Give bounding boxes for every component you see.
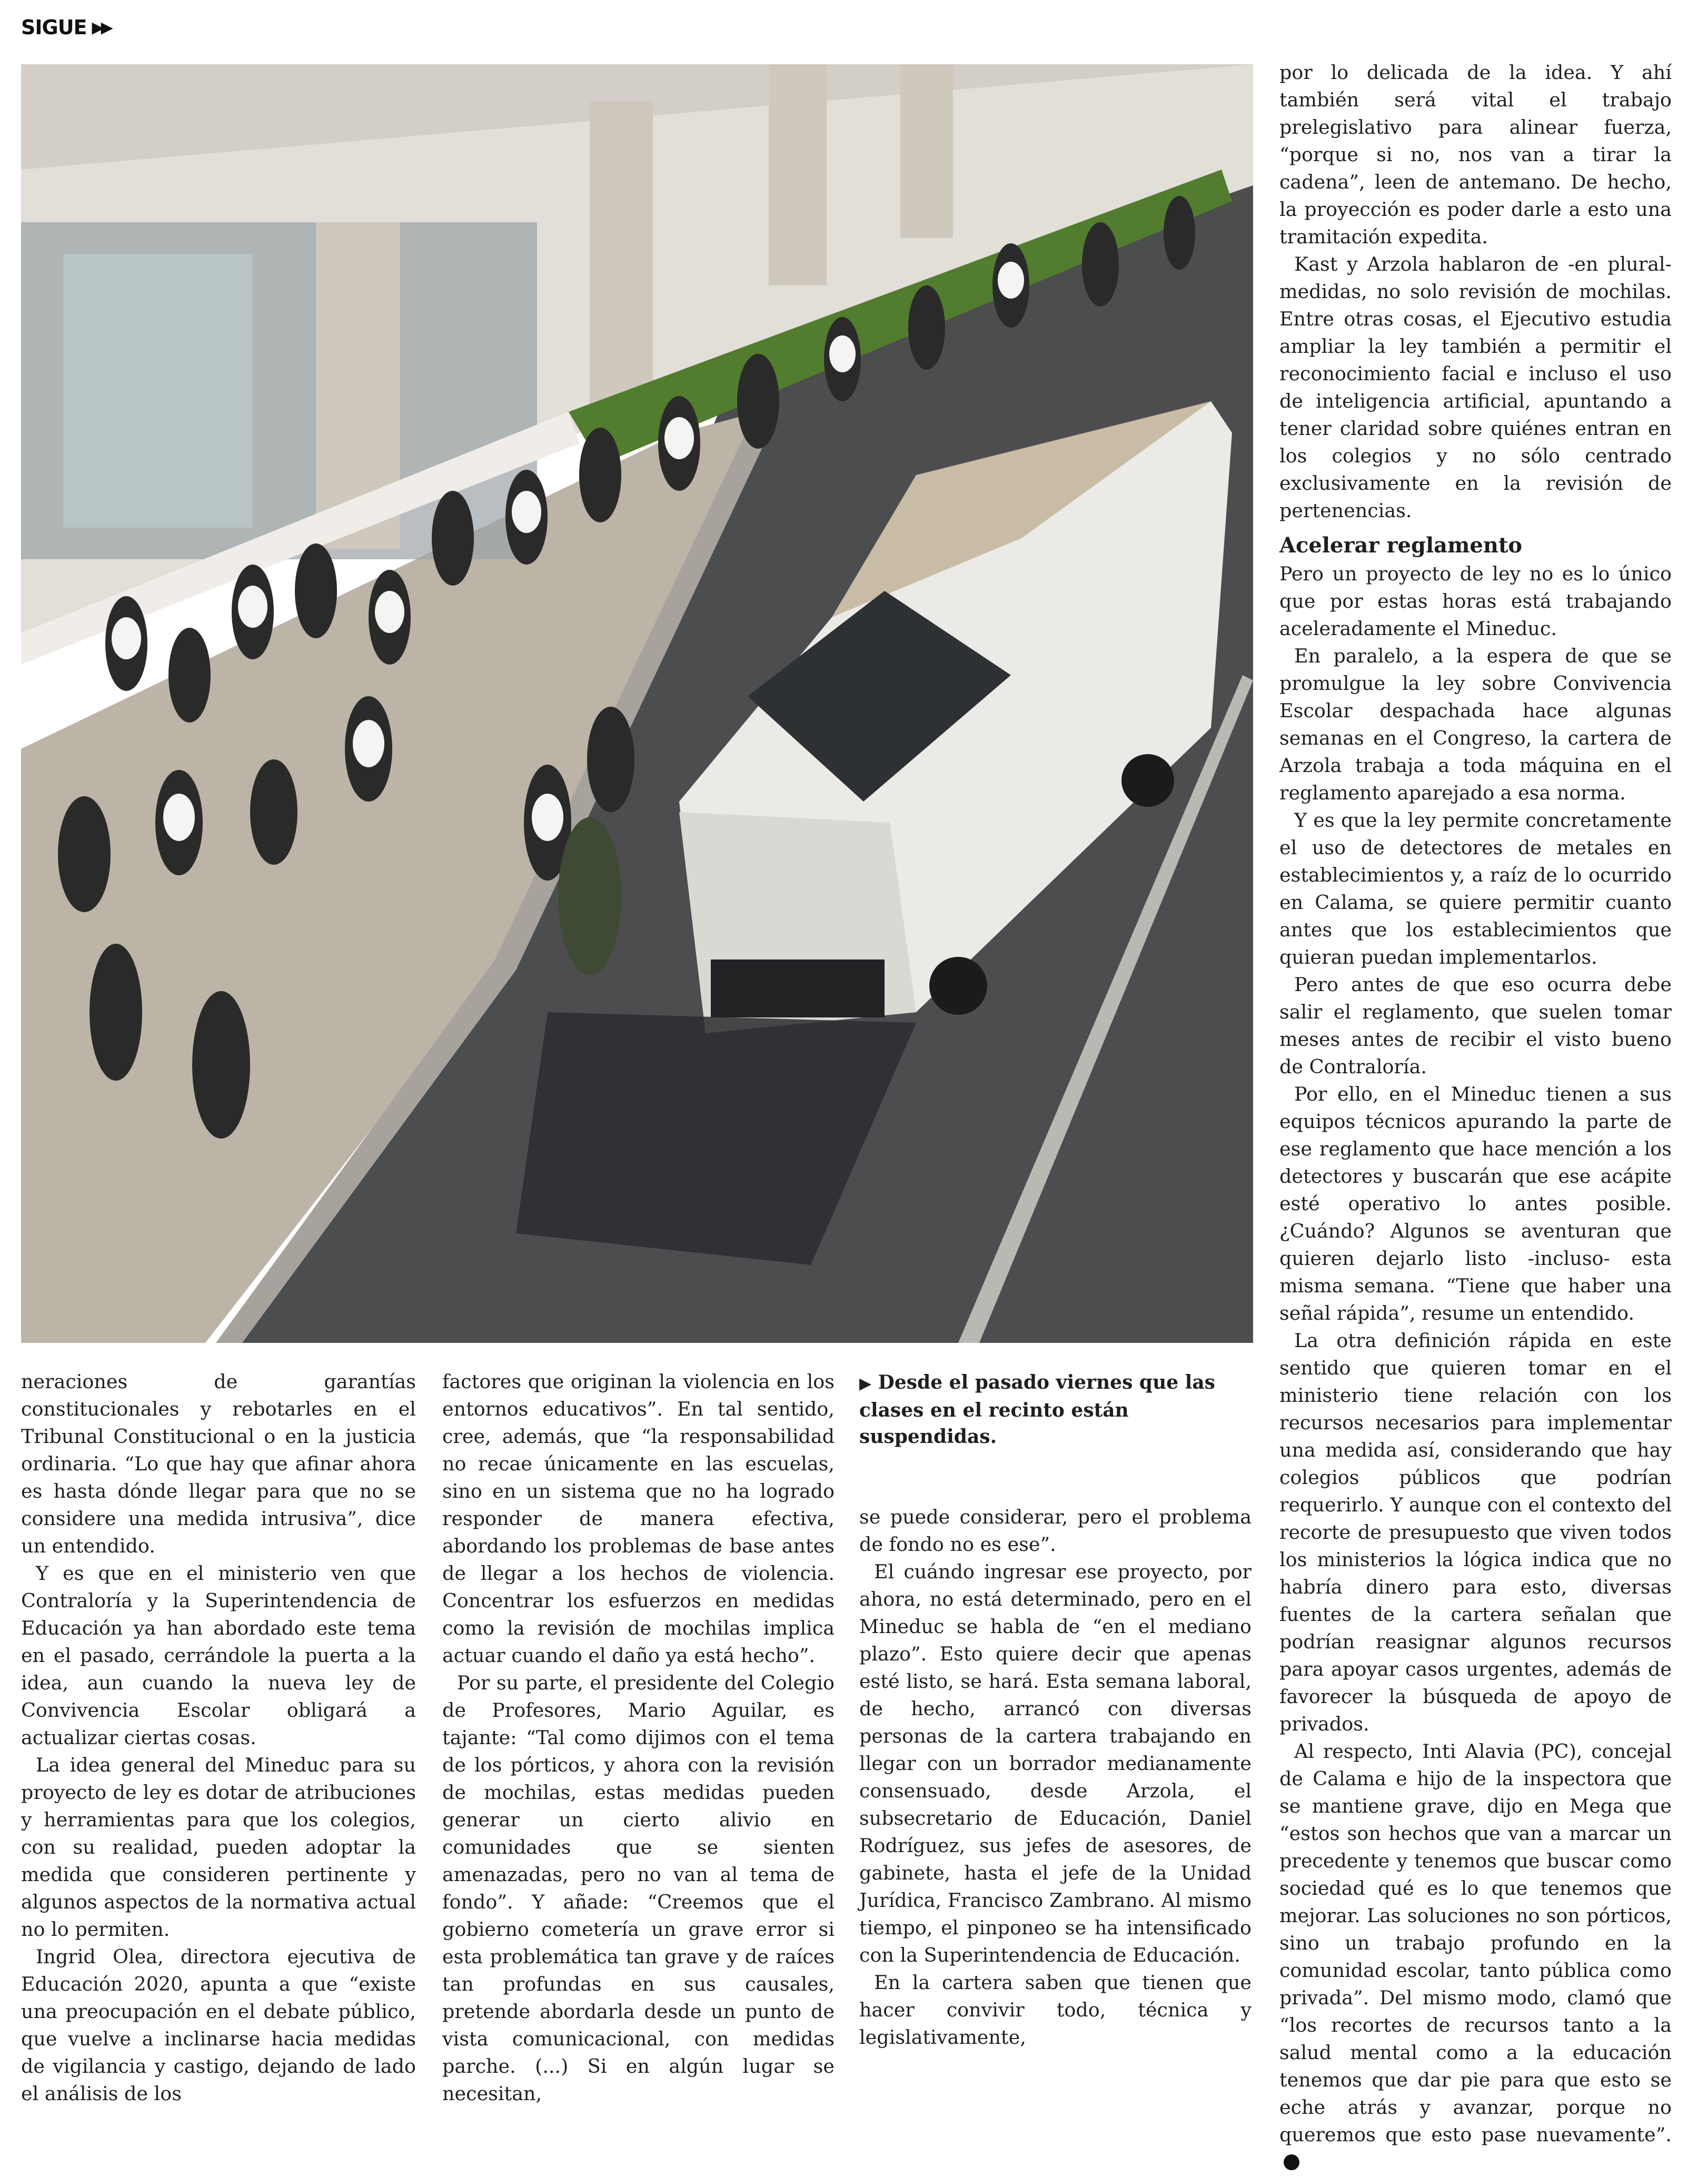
article-paragraph: Y es que en el ministerio ven que Contraloría y la Superintendencia de Educación ya han abordado este tema en el pasado, cerrándole la puerta a la idea, aun cuando la nueva ley de Convivencia Escolar obligará a actualizar ciertas cosas.: [21, 1562, 416, 1749]
article-paragraph: Pero antes de que eso ocurra debe salir el reglamento, que suelen tomar meses antes de recibir el visto bueno de Contraloría.: [1279, 973, 1672, 1078]
article-paragraph: El cuándo ingresar ese proyecto, por ahora, no está determinado, pero en el Mineduc se habla de “en el mediano plazo”. Esto quiere decir que apenas esté listo, se hará. Esta semana laboral, de hecho, arrancó con diversas personas de la cartera trabajando en llegar con un borrador medianamente consensuado, desde Arzola, el subsecretario de Educación, Daniel Rodríguez, sus jefes de asesores, de gabinete, hasta el jefe de la Unidad Jurídica, Francisco Zambrano. Al mismo tiempo, el pinponeo se ha intensificado con la Superintendencia de Educación.: [859, 1560, 1252, 1966]
article-paragraph: La otra definición rápida en este sentido que quieren tomar en el ministerio tiene relación con los recursos necesarios para implementar una medida así, considerando que hay colegios públicos que podrían requerirlo. Y aunque con el contexto del recorte de presupuesto que viven todos los ministerios la lógica indica que no habría dinero para esto, diversas fuentes de la cartera señalan que podrían reasignar algunos recursos para apoyar casos urgentes, además de favorecer la búsqueda de apoyo de privados.: [1279, 1329, 1672, 1735]
subheading: Acelerar reglamento: [1279, 533, 1523, 558]
news-photo: [21, 64, 1253, 1343]
photo-illustration: [21, 64, 1253, 1343]
article-paragraph: Por su parte, el presidente del Colegio de Profesores, Mario Aguilar, es tajante: “Tal como dijimos con el tema de los pórticos, y ahora con la revisión de mochilas, estas medidas pueden generar un cierto alivio en comunidades que se sienten amenazadas, pero no van al tema de fondo”. Y añade: “Creemos que el gobierno cometería un grave error si esta problemática tan grave y de raíces tan profundas en sus causales, pretende abordarla desde un punto de vista comunicacional, con medidas parche. (...) Si en algún lugar se necesitan,: [442, 1671, 835, 2105]
section-continuation-tag: [21, 16, 110, 39]
article-paragraph: Ingrid Olea, directora ejecutiva de Educación 2020, apunta a que “existe una preocupación en el debate público, que vuelve a inclinarse hacia medidas de vigilancia y castigo, dejando de lado el análisis de los: [21, 1945, 416, 2105]
end-of-article-icon: [1284, 2154, 1299, 2170]
article-paragraph: La idea general del Mineduc para su proyecto de ley es dotar de atribuciones y herramientas para que los colegios, con su realidad, pueden adoptar la medida que consideren pertinente y algunos aspectos de la normativa actual no lo permiten.: [21, 1754, 416, 1941]
article-column-4: [1279, 59, 1672, 2176]
article-column-1: [21, 1368, 416, 2108]
article-column-3: [859, 1504, 1252, 2051]
police-officer: [558, 817, 621, 975]
article-column-2: [442, 1368, 835, 2108]
article-paragraph: Por ello, en el Mineduc tienen a sus equipos técnicos apurando la parte de ese reglamento que hace mención a los detectores y buscarán que ese acápite esté operativo lo antes posible. ¿Cuándo? Algunos se aventuran que quieren dejarlo listo -incluso- esta misma semana. “Tiene que haber una señal rápida”, resume un entendido.: [1279, 1083, 1672, 1324]
article-paragraph: factores que originan la violencia en los entornos educativos”. En tal sentido, cree, además, que “la responsabilidad no recae únicamente en las escuelas, sino en un sistema que no ha logrado responder de manera efectiva, abordando los problemas de base antes de llegar a los hechos de violencia. Concentrar los esfuerzos en medidas como la revisión de mochilas implica actuar cuando el daño ya está hecho”.: [442, 1370, 835, 1667]
article-paragraph: Kast y Arzola hablaron de -en plural- medidas, no solo revisión de mochilas. Entre otras cosas, el Ejecutivo estudia ampliar la ley también a permitir el reconocimiento facial e incluso el uso de inteligencia artificial, apuntando a tener claridad sobre quiénes entran en los colegios y no sólo centrado exclusivamente en la revisión de pertenencias.: [1279, 253, 1672, 522]
article-paragraph: Pero un proyecto de ley no es lo único que por estas horas está trabajando aceleradamente el Mineduc.: [1279, 562, 1672, 640]
photo-caption: [859, 1369, 1248, 1450]
article-paragraph: neraciones de garantías constitucionales y rebotarles en el Tribunal Constitucional o en la justicia ordinaria. “Lo que hay que afinar ahora es hasta dónde llegar para que no se considere una medida intrusiva”, dice un entendido.: [21, 1370, 416, 1557]
building-column: [769, 64, 827, 285]
caption-arrow-icon: ▶: [859, 1374, 872, 1393]
double-arrow-icon: ▶▶: [92, 18, 110, 37]
article-paragraph: se puede considerar, pero el problema de fondo no es ese”.: [859, 1506, 1252, 1556]
article-paragraph: Y es que la ley permite concretamente el uso de detectores de metales en establecimientos y, a raíz de lo ocurrido en Calama, se quiere permitir cuanto antes que los establecimientos que quieran puedan implementarlos.: [1279, 809, 1672, 968]
sigue-label: SIGUE: [21, 16, 87, 39]
article-final-paragraph: [1279, 1738, 1672, 2176]
article-paragraph: En la cartera saben que tienen que hacer convivir todo, técnica y legislativamente,: [859, 1971, 1252, 2049]
building-column: [590, 101, 653, 417]
article-paragraph: Al respecto, Inti Alavia (PC), concejal de Calama e hijo de la inspectora que se mantiene grave, dijo en Mega que “estos son hechos que van a marcar un precedente y tenemos que buscar como sociedad qué es lo que tenemos que mejorar. Las soluciones no son pórticos, sino un trabajo profundo en la comunidad escolar, tanto pública como privada”. Del mismo modo, clamó que “los recortes de recursos tanto a la salud mental como a la educación tenemos que dar pie para que esto se eche atrás y avanzar, porque no queremos que esto pase nuevamente”.: [1279, 1740, 1672, 2146]
building-column: [900, 64, 953, 238]
article-paragraph: En paralelo, a la espera de que se promulgue la ley sobre Convivencia Escolar despachada hace algunas semanas en el Congreso, la cartera de Arzola trabaja a toda máquina en el reglamento aparejado a esa norma.: [1279, 645, 1672, 804]
caption-text: Desde el pasado viernes que las clases en el recinto están suspendidas.: [859, 1371, 1215, 1448]
window-mural: [63, 254, 253, 528]
article-paragraph: por lo delicada de la idea. Y ahí también será vital el trabajo prelegislativo para alinear fuerza, “porque si no, nos van a tirar la cadena”, leen de antemano. De hecho, la proyección es poder darle a esto una tramitación expedita.: [1279, 61, 1672, 248]
